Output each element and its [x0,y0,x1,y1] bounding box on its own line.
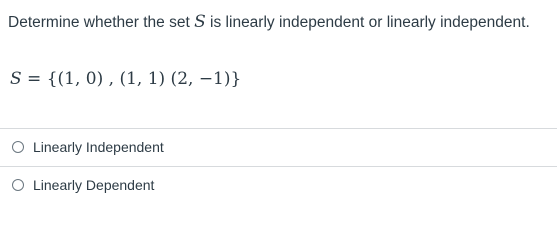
question-text-after: is linearly independent or linearly independent. [205,14,530,31]
answer-divider [0,166,557,167]
formula-set: {(1, 0) , (1, 1) (2, −1)} [46,69,242,89]
answer-option-dependent[interactable] [12,174,154,196]
question-text [8,12,530,33]
formula-variable: S [10,69,22,89]
question-text-before: Determine whether the set [8,14,195,31]
answer-option-independent[interactable] [12,136,164,158]
answer-option-label: Linearly Dependent [33,177,155,193]
set-formula [10,67,241,91]
answer-divider [0,128,557,129]
radio-button[interactable] [12,179,24,191]
radio-button[interactable] [12,141,24,153]
answer-option-label: Linearly Independent [33,139,164,155]
set-variable: S [194,12,206,32]
formula-equals: = [21,69,47,89]
